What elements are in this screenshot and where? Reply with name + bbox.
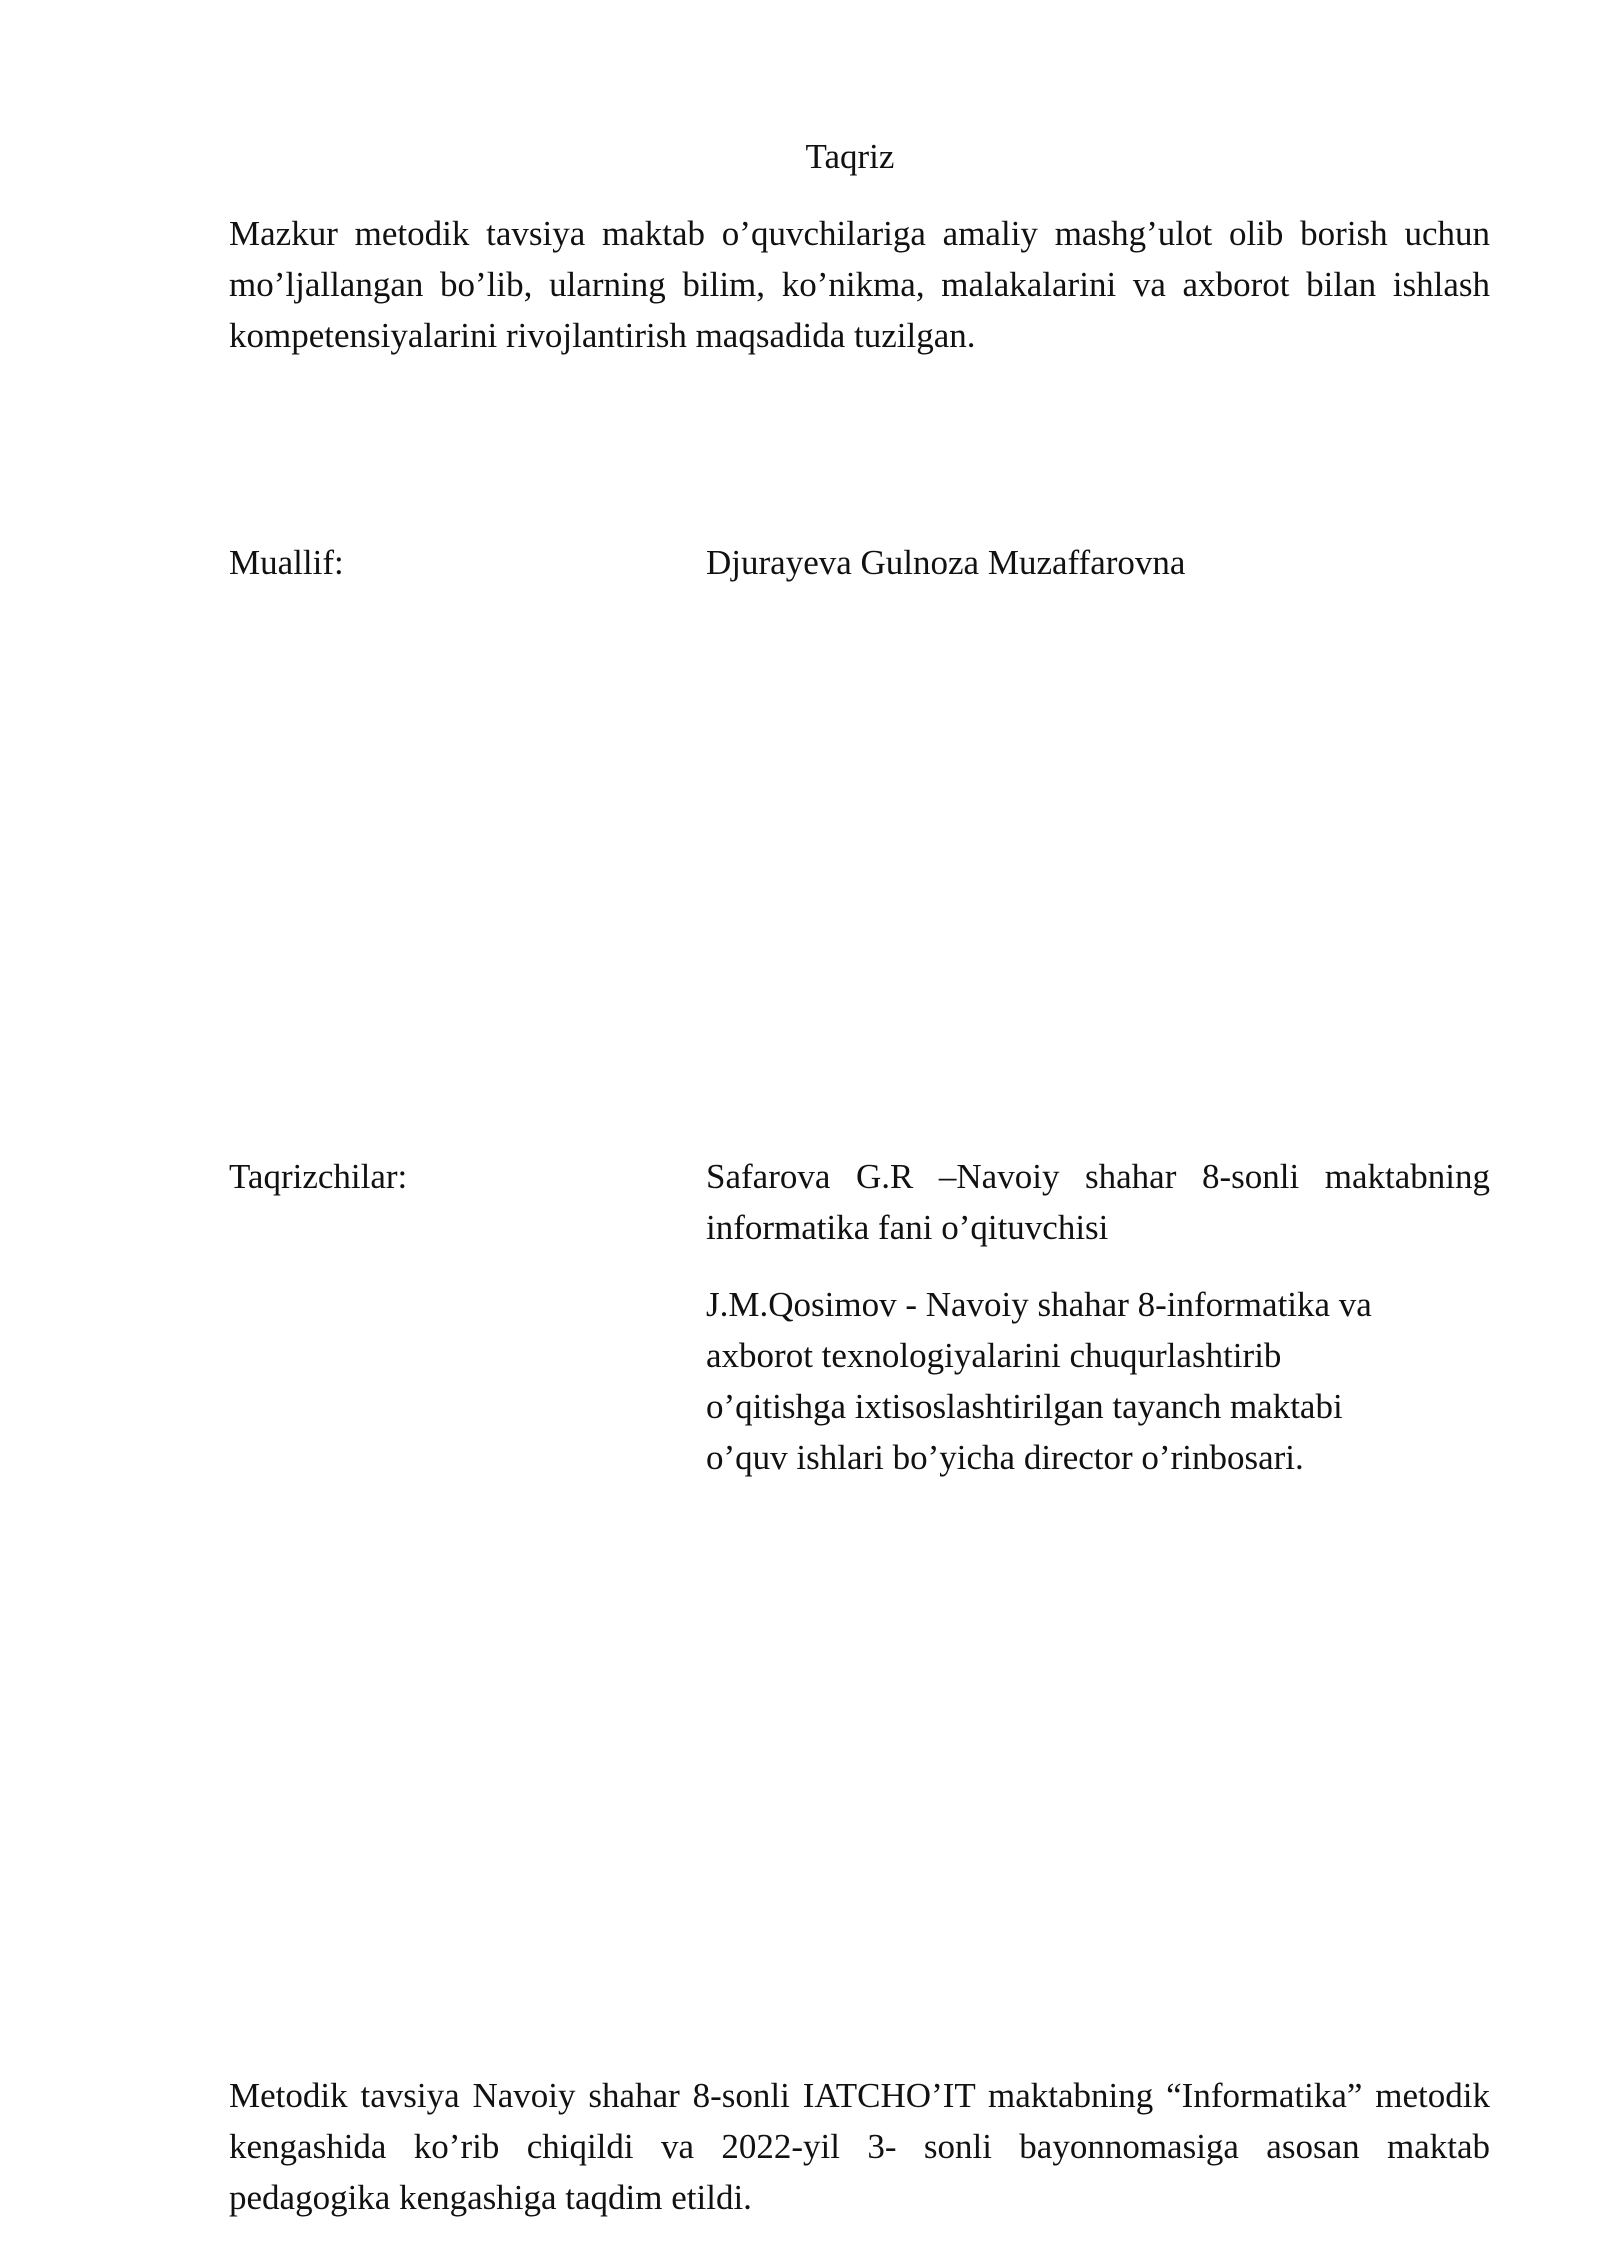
reviewers-label: Taqrizchilar: (229, 1157, 408, 1196)
reviewer-second-line: J.M.Qosimov - Navoiy shahar 8-informatika va (706, 1285, 1372, 1324)
footer-paragraph: Metodik tavsiya Navoiy shahar 8-sonli IATCHO’IT maktabning “Informatika” metodik kengashida ko’rib chiqildi va 2022-yil 3- sonli bayonnomasiga asosan maktab pedagogika kengashiga taqdim etildi. (229, 2076, 1490, 2217)
reviewer-second-line: o’quv ishlari bo’yicha director o’rinbosari. (706, 1438, 1304, 1477)
reviewer-second (706, 1279, 1490, 1483)
reviewer-first: Safarova G.R –Navoiy shahar 8-sonli maktabning informatika fani o’qituvchisi (706, 1157, 1490, 1247)
author-label: Muallif: (229, 543, 344, 582)
intro-paragraph: Mazkur metodik tavsiya maktab o’quvchilariga amaliy mashg’ulot olib borish uchun mo’ljallangan bo’lib, ularning bilim, ko’nikma, malakalarini va axborot bilan ishlash kompetensiyalarini rivojlantirish maqsadida tuzilgan. (229, 214, 1490, 355)
reviewer-second-line: axborot texnologiyalarini chuqurlashtirib (706, 1336, 1282, 1375)
author-name: Djurayeva Gulnoza Muzaffarovna (706, 543, 1186, 582)
reviewer-second-line: o’qitishga ixtisoslashtirilgan tayanch maktabi (706, 1387, 1343, 1426)
document-title: Taqriz (805, 137, 895, 176)
